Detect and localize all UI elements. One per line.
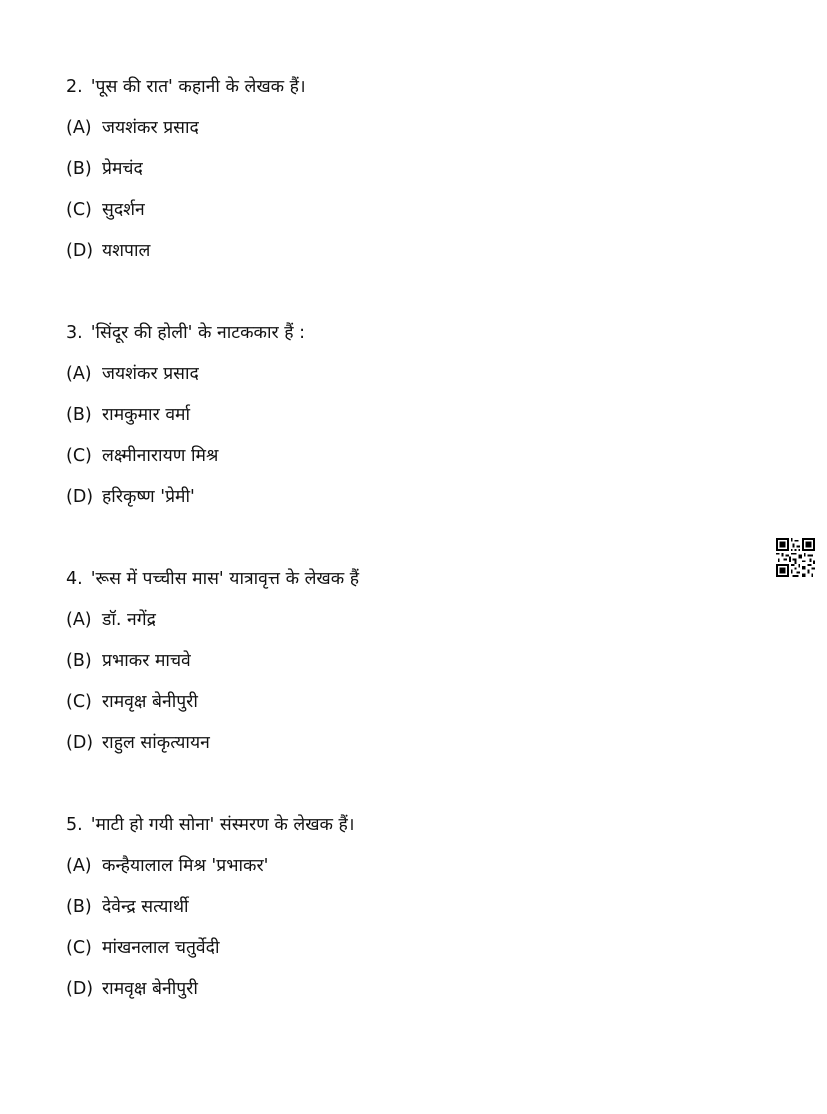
option-label: (B) bbox=[66, 651, 92, 671]
option-d bbox=[66, 976, 746, 1017]
option-b bbox=[66, 648, 746, 689]
option-text: जयशंकर प्रसाद bbox=[102, 364, 199, 384]
option-label: (D) bbox=[66, 733, 94, 753]
option-label: (C) bbox=[66, 200, 92, 220]
question-block bbox=[66, 812, 746, 1017]
question-text: 'माटी हो गयी सोना' संस्मरण के लेखक हैं। bbox=[90, 815, 355, 835]
question-stem bbox=[66, 566, 746, 607]
question-stem bbox=[66, 812, 746, 853]
option-label: (D) bbox=[66, 241, 94, 261]
option-text: डॉ. नगेंद्र bbox=[102, 610, 156, 630]
option-label: (C) bbox=[66, 446, 92, 466]
option-a bbox=[66, 361, 746, 402]
option-b bbox=[66, 156, 746, 197]
question-number: 5. bbox=[66, 815, 83, 835]
option-label: (A) bbox=[66, 118, 92, 138]
option-d bbox=[66, 238, 746, 279]
option-text: देवेन्द्र सत्यार्थी bbox=[102, 897, 189, 917]
question-block bbox=[66, 320, 746, 525]
option-d bbox=[66, 484, 746, 525]
option-text: लक्ष्मीनारायण मिश्र bbox=[102, 446, 219, 466]
option-label: (B) bbox=[66, 159, 92, 179]
question-text: 'सिंदूर की होली' के नाटककार हैं : bbox=[90, 323, 305, 343]
qr-code-icon bbox=[776, 538, 815, 577]
option-c bbox=[66, 689, 746, 730]
option-b bbox=[66, 402, 746, 443]
option-label: (A) bbox=[66, 856, 92, 876]
option-text: रामवृक्ष बेनीपुरी bbox=[102, 692, 198, 712]
question-number: 4. bbox=[66, 569, 83, 589]
question-text: 'पूस की रात' कहानी के लेखक हैं। bbox=[90, 77, 306, 97]
option-b bbox=[66, 894, 746, 935]
question-stem bbox=[66, 74, 746, 115]
question-number: 3. bbox=[66, 323, 83, 343]
option-label: (A) bbox=[66, 610, 92, 630]
option-a bbox=[66, 607, 746, 648]
option-a bbox=[66, 115, 746, 156]
option-label: (D) bbox=[66, 979, 94, 999]
option-c bbox=[66, 197, 746, 238]
option-label: (D) bbox=[66, 487, 94, 507]
option-text: यशपाल bbox=[102, 241, 151, 261]
option-text: मांखनलाल चतुर्वेदी bbox=[102, 938, 220, 958]
option-text: रामकुमार वर्मा bbox=[102, 405, 191, 425]
option-c bbox=[66, 443, 746, 484]
option-text: प्रेमचंद bbox=[102, 159, 143, 179]
option-text: कन्हैयालाल मिश्र 'प्रभाकर' bbox=[102, 856, 269, 876]
question-number: 2. bbox=[66, 77, 83, 97]
option-label: (B) bbox=[66, 897, 92, 917]
option-text: सुदर्शन bbox=[102, 200, 145, 220]
question-text: 'रूस में पच्चीस मास' यात्रावृत्त के लेखक हैं bbox=[90, 569, 360, 589]
option-a bbox=[66, 853, 746, 894]
option-label: (B) bbox=[66, 405, 92, 425]
option-text: जयशंकर प्रसाद bbox=[102, 118, 199, 138]
option-label: (A) bbox=[66, 364, 92, 384]
option-c bbox=[66, 935, 746, 976]
question-block bbox=[66, 74, 746, 279]
option-text: हरिकृष्ण 'प्रेमी' bbox=[102, 487, 195, 507]
option-label: (C) bbox=[66, 938, 92, 958]
question-stem bbox=[66, 320, 746, 361]
option-label: (C) bbox=[66, 692, 92, 712]
question-block bbox=[66, 566, 746, 771]
option-text: राहुल सांकृत्यायन bbox=[102, 733, 210, 753]
option-text: प्रभाकर माचवे bbox=[102, 651, 191, 671]
option-text: रामवृक्ष बेनीपुरी bbox=[102, 979, 198, 999]
option-d bbox=[66, 730, 746, 771]
